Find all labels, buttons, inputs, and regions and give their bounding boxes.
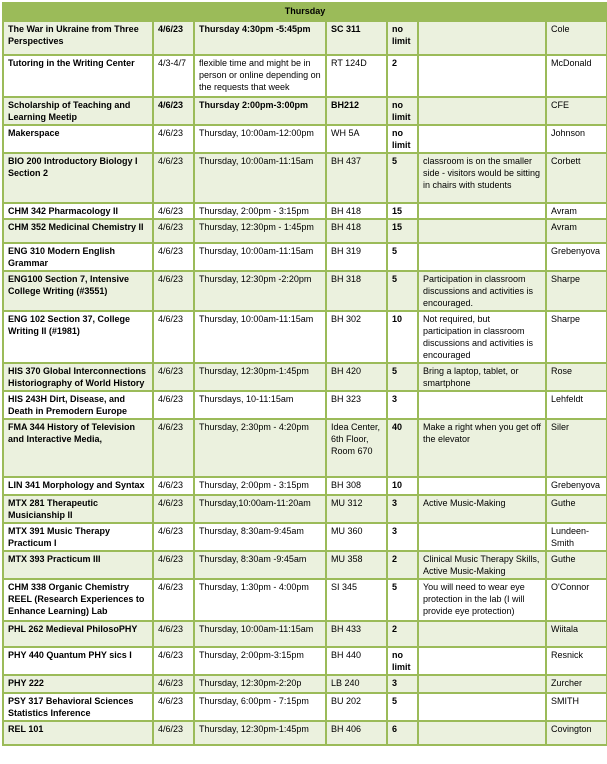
notes-cell: [418, 693, 546, 721]
instructor-cell: Lehfeldt: [546, 391, 607, 419]
instructor-cell: Avram: [546, 203, 607, 219]
instructor-cell: Grebenyova: [546, 477, 607, 495]
notes-cell: [418, 203, 546, 219]
time-cell: Thursday,10:00am-11:20am: [194, 495, 326, 523]
course-cell: PHY 440 Quantum PHY sics I: [3, 647, 153, 675]
time-cell: Thursday 4:30pm -5:45pm: [194, 21, 326, 55]
date-cell: 4/6/23: [153, 675, 194, 693]
time-cell: Thursday, 10:00am-12:00pm: [194, 125, 326, 153]
room-cell: SC 311: [326, 21, 387, 55]
notes-cell: [418, 647, 546, 675]
instructor-cell: Lundeen-Smith: [546, 523, 607, 551]
schedule-table: [2, 2, 607, 746]
room-cell: BH 302: [326, 311, 387, 363]
limit-cell: 3: [387, 391, 418, 419]
date-cell: 4/6/23: [153, 311, 194, 363]
time-cell: Thursday, 10:00am-11:15am: [194, 621, 326, 647]
time-cell: Thursday, 10:00am-11:15am: [194, 311, 326, 363]
limit-cell: no limit: [387, 125, 418, 153]
room-cell: BH 308: [326, 477, 387, 495]
course-cell: MTX 281 Therapeutic Musicianship II: [3, 495, 153, 523]
table-row: [3, 523, 607, 551]
notes-cell: [418, 21, 546, 55]
limit-cell: 15: [387, 203, 418, 219]
course-cell: REL 101: [3, 721, 153, 745]
limit-cell: 3: [387, 523, 418, 551]
notes-cell: [418, 523, 546, 551]
instructor-cell: Johnson: [546, 125, 607, 153]
room-cell: BH 319: [326, 243, 387, 271]
time-cell: Thursday, 12:30pm-1:45pm: [194, 721, 326, 745]
time-cell: Thursday, 2:30pm - 4:20pm: [194, 419, 326, 477]
instructor-cell: Avram: [546, 219, 607, 243]
table-row: [3, 55, 607, 97]
limit-cell: 10: [387, 477, 418, 495]
table-row: [3, 675, 607, 693]
course-cell: CHM 338 Organic Chemistry REEL (Research Experiences to Enhance Learning) Lab: [3, 579, 153, 621]
table-row: [3, 243, 607, 271]
notes-cell: [418, 621, 546, 647]
limit-cell: 3: [387, 495, 418, 523]
date-cell: 4/6/23: [153, 721, 194, 745]
time-cell: flexible time and might be in person or online depending on the requests that week: [194, 55, 326, 97]
instructor-cell: McDonald: [546, 55, 607, 97]
instructor-cell: Wiitala: [546, 621, 607, 647]
limit-cell: 5: [387, 363, 418, 391]
room-cell: MU 312: [326, 495, 387, 523]
table-row: [3, 271, 607, 311]
room-cell: SI 345: [326, 579, 387, 621]
notes-cell: Make a right when you get off the elevator: [418, 419, 546, 477]
room-cell: BH 420: [326, 363, 387, 391]
course-cell: HIS 243H Dirt, Disease, and Death in Premodern Europe: [3, 391, 153, 419]
instructor-cell: Zurcher: [546, 675, 607, 693]
limit-cell: 5: [387, 579, 418, 621]
time-cell: Thursday, 12:30pm - 1:45pm: [194, 219, 326, 243]
course-cell: ENG100 Section 7, Intensive College Writing (#3551): [3, 271, 153, 311]
room-cell: BH 323: [326, 391, 387, 419]
date-cell: 4/6/23: [153, 125, 194, 153]
title-row: [3, 3, 607, 21]
date-cell: 4/6/23: [153, 579, 194, 621]
date-cell: 4/6/23: [153, 621, 194, 647]
time-cell: Thursday, 12:30pm -2:20pm: [194, 271, 326, 311]
instructor-cell: Resnick: [546, 647, 607, 675]
instructor-cell: Siler: [546, 419, 607, 477]
time-cell: Thursday, 8:30am-9:45am: [194, 523, 326, 551]
room-cell: BH 418: [326, 219, 387, 243]
room-cell: MU 360: [326, 523, 387, 551]
room-cell: BH 318: [326, 271, 387, 311]
time-cell: Thursday, 12:30pm-2:20p: [194, 675, 326, 693]
room-cell: BH 406: [326, 721, 387, 745]
notes-cell: [418, 55, 546, 97]
instructor-cell: Rose: [546, 363, 607, 391]
date-cell: 4/6/23: [153, 243, 194, 271]
room-cell: WH 5A: [326, 125, 387, 153]
instructor-cell: Cole: [546, 21, 607, 55]
date-cell: 4/6/23: [153, 693, 194, 721]
notes-cell: Not required, but participation in classroom discussions and activities is encouraged: [418, 311, 546, 363]
notes-cell: [418, 243, 546, 271]
room-cell: BH212: [326, 97, 387, 125]
table-row: [3, 721, 607, 745]
date-cell: 4/6/23: [153, 477, 194, 495]
instructor-cell: Corbett: [546, 153, 607, 203]
course-cell: PHY 222: [3, 675, 153, 693]
limit-cell: 40: [387, 419, 418, 477]
time-cell: Thursday, 2:00pm - 3:15pm: [194, 203, 326, 219]
limit-cell: 2: [387, 55, 418, 97]
limit-cell: 5: [387, 153, 418, 203]
table-row: [3, 363, 607, 391]
course-cell: LIN 341 Morphology and Syntax: [3, 477, 153, 495]
room-cell: Idea Center, 6th Floor, Room 670: [326, 419, 387, 477]
date-cell: 4/6/23: [153, 419, 194, 477]
table-row: [3, 219, 607, 243]
table-row: [3, 311, 607, 363]
course-cell: ENG 310 Modern English Grammar: [3, 243, 153, 271]
limit-cell: 10: [387, 311, 418, 363]
course-cell: Makerspace: [3, 125, 153, 153]
course-cell: CHM 352 Medicinal Chemistry II: [3, 219, 153, 243]
table-row: [3, 693, 607, 721]
date-cell: 4/3-4/7: [153, 55, 194, 97]
course-cell: The War in Ukraine from Three Perspectives: [3, 21, 153, 55]
limit-cell: 2: [387, 621, 418, 647]
limit-cell: 2: [387, 551, 418, 579]
date-cell: 4/6/23: [153, 523, 194, 551]
instructor-cell: SMITH: [546, 693, 607, 721]
notes-cell: classroom is on the smaller side - visitors would be sitting in chairs with students: [418, 153, 546, 203]
limit-cell: 3: [387, 675, 418, 693]
date-cell: 4/6/23: [153, 647, 194, 675]
time-cell: Thursday 2:00pm-3:00pm: [194, 97, 326, 125]
course-cell: MTX 391 Music Therapy Practicum I: [3, 523, 153, 551]
limit-cell: no limit: [387, 647, 418, 675]
instructor-cell: Covington: [546, 721, 607, 745]
time-cell: Thursday, 2:00pm - 3:15pm: [194, 477, 326, 495]
limit-cell: 5: [387, 271, 418, 311]
date-cell: 4/6/23: [153, 219, 194, 243]
limit-cell: 5: [387, 693, 418, 721]
room-cell: BH 437: [326, 153, 387, 203]
room-cell: BH 440: [326, 647, 387, 675]
course-cell: MTX 393 Practicum III: [3, 551, 153, 579]
limit-cell: no limit: [387, 97, 418, 125]
table-row: [3, 647, 607, 675]
time-cell: Thursday, 10:00am-11:15am: [194, 153, 326, 203]
limit-cell: 6: [387, 721, 418, 745]
course-cell: PHL 262 Medieval PhilosoPHY: [3, 621, 153, 647]
date-cell: 4/6/23: [153, 153, 194, 203]
table-row: [3, 477, 607, 495]
time-cell: Thursdays, 10-11:15am: [194, 391, 326, 419]
instructor-cell: Grebenyova: [546, 243, 607, 271]
notes-cell: [418, 97, 546, 125]
limit-cell: no limit: [387, 21, 418, 55]
instructor-cell: Sharpe: [546, 311, 607, 363]
instructor-cell: CFE: [546, 97, 607, 125]
notes-cell: Participation in classroom discussions and activities is encouraged.: [418, 271, 546, 311]
date-cell: 4/6/23: [153, 391, 194, 419]
table-row: [3, 125, 607, 153]
time-cell: Thursday, 1:30pm - 4:00pm: [194, 579, 326, 621]
course-cell: CHM 342 Pharmacology II: [3, 203, 153, 219]
course-cell: ENG 102 Section 37, College Writing II (#1981): [3, 311, 153, 363]
time-cell: Thursday, 10:00am-11:15am: [194, 243, 326, 271]
course-cell: Scholarship of Teaching and Learning Meetip: [3, 97, 153, 125]
date-cell: 4/6/23: [153, 97, 194, 125]
table-row: [3, 579, 607, 621]
limit-cell: 15: [387, 219, 418, 243]
notes-cell: [418, 675, 546, 693]
room-cell: LB 240: [326, 675, 387, 693]
date-cell: 4/6/23: [153, 203, 194, 219]
table-row: [3, 153, 607, 203]
table-title: Thursday: [3, 3, 607, 21]
room-cell: RT 124D: [326, 55, 387, 97]
notes-cell: [418, 721, 546, 745]
instructor-cell: O'Connor: [546, 579, 607, 621]
time-cell: Thursday, 12:30pm-1:45pm: [194, 363, 326, 391]
instructor-cell: Guthe: [546, 495, 607, 523]
time-cell: Thursday, 6:00pm - 7:15pm: [194, 693, 326, 721]
notes-cell: [418, 125, 546, 153]
room-cell: BH 433: [326, 621, 387, 647]
room-cell: BU 202: [326, 693, 387, 721]
course-cell: PSY 317 Behavioral Sciences Statistics Inference: [3, 693, 153, 721]
date-cell: 4/6/23: [153, 21, 194, 55]
time-cell: Thursday, 2:00pm-3:15pm: [194, 647, 326, 675]
course-cell: Tutoring in the Writing Center: [3, 55, 153, 97]
limit-cell: 5: [387, 243, 418, 271]
instructor-cell: Guthe: [546, 551, 607, 579]
notes-cell: Active Music-Making: [418, 495, 546, 523]
notes-cell: Bring a laptop, tablet, or smartphone: [418, 363, 546, 391]
table-row: [3, 551, 607, 579]
notes-cell: [418, 219, 546, 243]
notes-cell: [418, 391, 546, 419]
course-cell: HIS 370 Global Interconnections Historiography of World History: [3, 363, 153, 391]
room-cell: MU 358: [326, 551, 387, 579]
table-row: [3, 621, 607, 647]
course-cell: FMA 344 History of Television and Interactive Media,: [3, 419, 153, 477]
table-row: [3, 203, 607, 219]
time-cell: Thursday, 8:30am -9:45am: [194, 551, 326, 579]
table-row: [3, 21, 607, 55]
date-cell: 4/6/23: [153, 495, 194, 523]
table-row: [3, 419, 607, 477]
instructor-cell: Sharpe: [546, 271, 607, 311]
date-cell: 4/6/23: [153, 363, 194, 391]
date-cell: 4/6/23: [153, 551, 194, 579]
table-row: [3, 495, 607, 523]
notes-cell: Clinical Music Therapy Skills, Active Music-Making: [418, 551, 546, 579]
notes-cell: [418, 477, 546, 495]
table-row: [3, 97, 607, 125]
room-cell: BH 418: [326, 203, 387, 219]
notes-cell: You will need to wear eye protection in the lab (I will provide eye protection): [418, 579, 546, 621]
course-cell: BIO 200 Introductory Biology I Section 2: [3, 153, 153, 203]
table-row: [3, 391, 607, 419]
date-cell: 4/6/23: [153, 271, 194, 311]
